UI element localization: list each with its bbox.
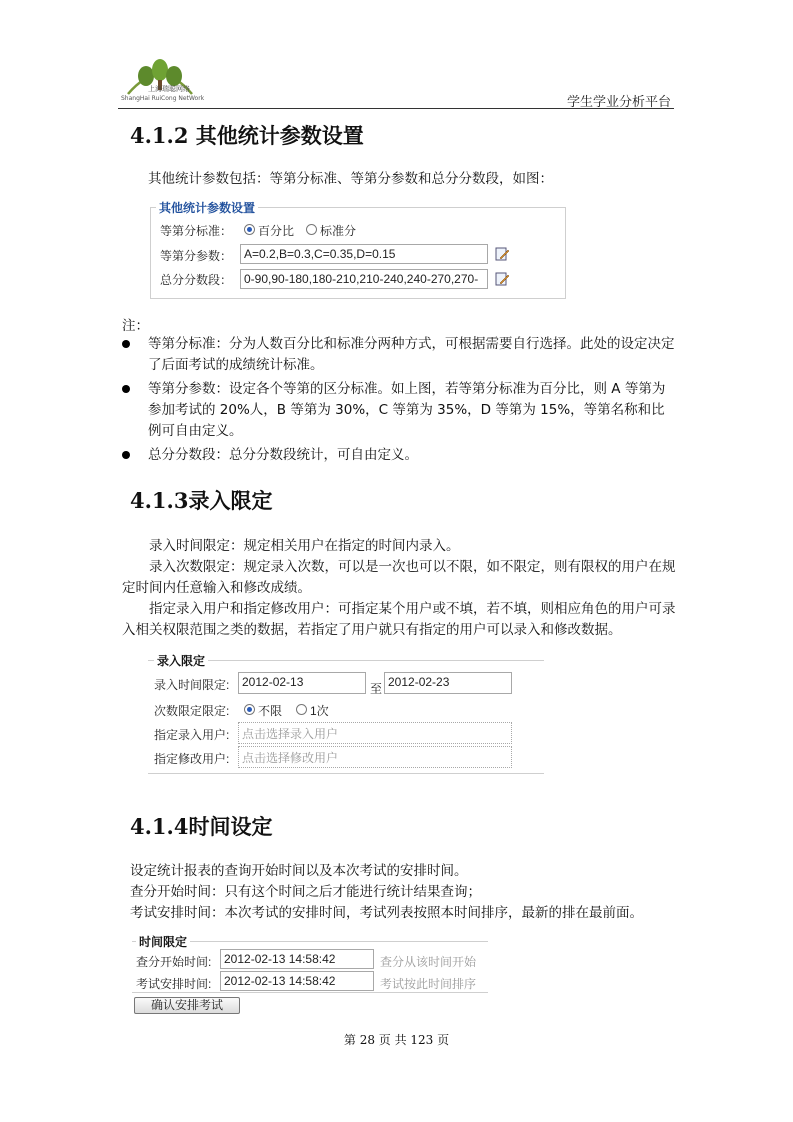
score-ranges-input[interactable]: 0-90,90-180,180-210,210-240,240-270,270- [240,269,488,289]
sec412-intro: 其他统计参数包括：等第分标准、等第分参数和总分分数段，如图： [148,171,553,187]
sec414-p2: 查分开始时间：只有这个时间之后才能进行统计结果查询； [130,884,481,900]
header-divider [118,108,674,109]
grade-standard-label: 等第分标准： [160,224,233,238]
list-item: 等第分参数：设定各个等第的区分标准。如上图，若等第分标准为百分比，则 A 等第为参加考试的 20%人，B 等第为 30%，C 等第为 35%，D 等第为 15%，等第名称和比例可自由定义。 [122,379,677,442]
exam-time-input[interactable]: 2012-02-13 14:58:42 [220,971,374,991]
platform-name: 学生学业分析平台 [566,95,671,110]
modify-user-input[interactable]: 点击选择修改用户 [238,746,512,768]
other-stats-legend: 其他统计参数设置 [156,199,258,216]
radio-standard-label: 标准分 [320,224,357,238]
count-limit-label: 次数限定限定: [154,704,230,718]
entry-limit-panel [148,650,548,774]
logo-cn-text: 上海瑞聪网络 [148,85,190,93]
query-start-label: 查分开始时间: [136,955,212,969]
entry-user-input[interactable]: 点击选择录入用户 [238,722,512,744]
sec413-p1: 录入时间限定：规定相关用户在指定的时间内录入。 [149,538,460,554]
bullet-icon [122,451,130,459]
radio-unlimited-label: 不限 [258,704,283,718]
confirm-exam-button[interactable]: 确认安排考试 [134,997,240,1014]
section-title-413: 4.1.3录入限定 [130,488,273,513]
edit-icon[interactable] [494,271,510,287]
page-number: 第 28 页 共 123 页 [343,1033,450,1047]
note-label: 注： [122,318,149,334]
time-limit-panel [132,933,492,1017]
to-label: 至 [370,682,383,696]
section-title-412: 4.1.2 其他统计参数设置 [130,123,364,148]
sec414-p1: 设定统计报表的查询开始时间以及本次考试的安排时间。 [130,863,468,879]
entry-limit-legend: 录入限定 [154,652,208,669]
start-date-input[interactable]: 2012-02-13 [238,672,366,694]
sec413-p2: 录入次数限定：规定录入次数，可以是一次也可以不限，如不限定，则有限权的用户在规定时间内任意输入和修改成绩。 [122,559,676,596]
list-item: 等第分标准：分为人数百分比和标准分两种方式，可根据需要自行选择。此处的设定决定了后面考试的成绩统计标准。 [122,334,677,376]
time-limit-legend: 时间限定 [136,933,190,950]
logo-en-text: ShangHai RuiCong NetWork [121,95,205,102]
entry-time-label: 录入时间限定: [154,678,230,692]
score-ranges-label: 总分分数段： [160,273,233,287]
bullet-icon [122,385,130,393]
radio-once-label: 1次 [310,704,329,718]
sec414-p3: 考试安排时间：本次考试的安排时间，考试列表按照本时间排序，最新的排在最前面。 [130,905,643,921]
radio-once[interactable] [296,704,307,715]
notes-list [122,334,677,469]
query-start-hint: 查分从该时间开始 [380,955,477,969]
edit-icon[interactable] [494,246,510,262]
exam-time-hint: 考试按此时间排序 [380,977,477,991]
other-stats-panel [148,199,568,301]
list-item: 总分分数段：总分分数段统计，可自由定义。 [122,445,677,466]
modify-user-label: 指定修改用户: [154,752,230,766]
grade-params-input[interactable]: A=0.2,B=0.3,C=0.35,D=0.15 [240,244,488,264]
query-start-input[interactable]: 2012-02-13 14:58:42 [220,949,374,969]
end-date-input[interactable]: 2012-02-23 [384,672,512,694]
radio-percent-label: 百分比 [258,224,295,238]
bullet-icon [122,340,130,348]
sec413-p3: 指定录入用户和指定修改用户：可指定某个用户或不填，若不填，则相应角色的用户可录入相关权限范围之类的数据，若指定了用户就只有指定的用户可以录入和修改数据。 [122,601,676,638]
section-title-414: 4.1.4时间设定 [130,814,273,839]
entry-user-label: 指定录入用户: [154,728,230,742]
grade-params-label: 等第分参数： [160,249,233,263]
radio-standard[interactable] [306,224,317,235]
radio-percent[interactable] [244,224,255,235]
radio-unlimited[interactable] [244,704,255,715]
exam-time-label: 考试安排时间: [136,977,212,991]
